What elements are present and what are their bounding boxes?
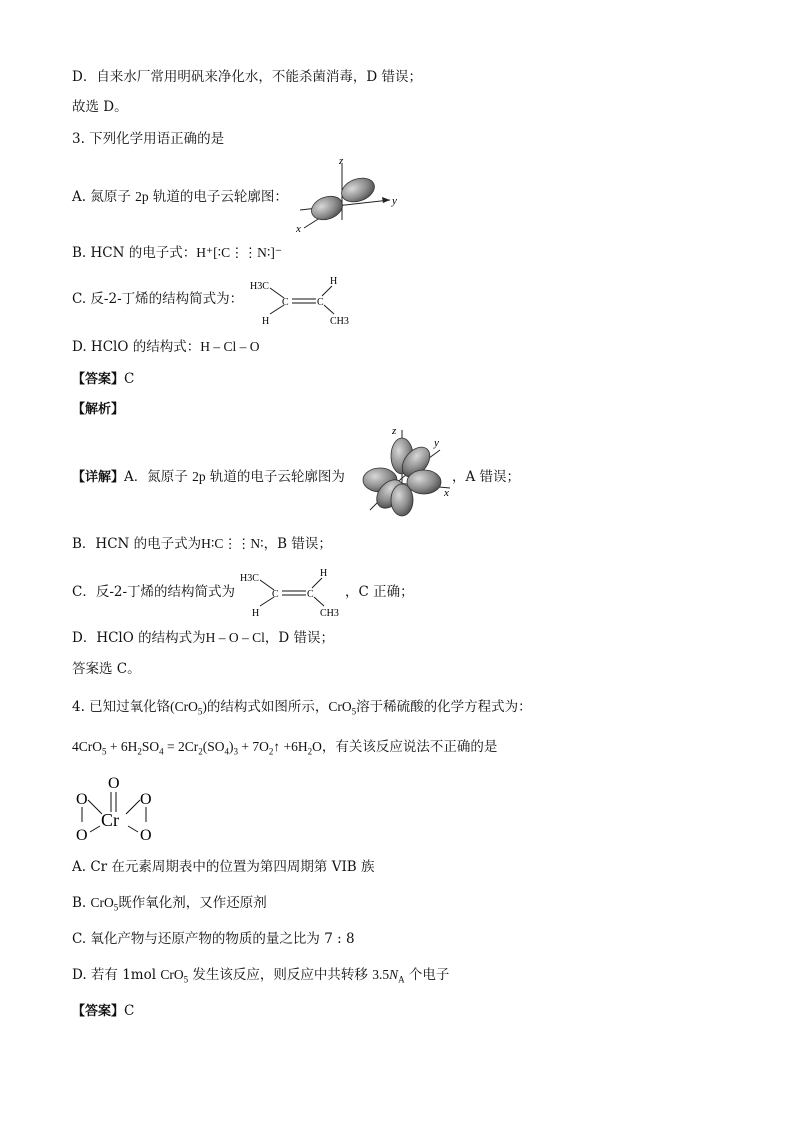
q4-answer <box>72 1002 134 1021</box>
axis-y-label: y <box>434 437 439 449</box>
q4-cro5-formula: (CrO$_5$) <box>170 699 207 717</box>
carbon-label: C <box>317 297 324 308</box>
q4-cro5-formula: CrO$_5$ <box>328 699 357 717</box>
p-orbital-lobe <box>391 484 413 516</box>
q4-option-d <box>72 966 449 989</box>
q4-option-d-text1: D. 若有 1mol <box>72 967 161 983</box>
h3c-label: H3C <box>240 573 259 584</box>
q3-option-d-prefix: D. HClO 的结构式： <box>72 339 201 355</box>
q3-option-a <box>72 188 288 206</box>
p-orbital-lobe <box>338 174 377 206</box>
q4-chemical-equation: $4CrO_5 + 6H_2SO_4 = 2Cr_2(SO_4)_3$ + $7O_2↑ +6H_2O$ <box>72 739 322 757</box>
q3-option-a-suffix: 轨道的电子云轮廓图： <box>148 189 288 205</box>
q4-option-c: C. 氧化产物与还原产物的物质的量之比为 7 : 8 <box>72 931 355 947</box>
q4-option-b-text: 既作氧化剂，又作还原剂 <box>118 895 267 911</box>
p-orbital-lobe <box>308 192 346 224</box>
axis-x-label: x <box>296 223 301 235</box>
trans-2-butene-structure-answer <box>238 566 348 620</box>
detail-a-result: ，A 错误； <box>452 469 521 485</box>
q4-stem-2: 的结构式如图所示， <box>206 699 329 715</box>
detail-a-text1: A．氮原子 <box>124 469 193 485</box>
carbon-label: C <box>307 589 314 600</box>
q4-cro5-formula: CrO$_5$ <box>160 967 189 985</box>
q3-detail-c: C．反-2-丁烯的结构简式为 <box>72 584 236 600</box>
detail-d-formula: H – O – Cl <box>205 630 265 645</box>
svg-text:H3C <box>250 281 269 292</box>
analysis-tag: 【解析】 <box>72 402 125 417</box>
q3-option-b-formula: H⁺[∶C⋮⋮N∶]⁻ <box>196 245 282 260</box>
hydrogen-label: H <box>252 608 260 619</box>
three-p-orbital-diagram <box>358 422 458 522</box>
q4-electron-count: $3.5N_A$ <box>372 967 405 985</box>
q2-conclusion: 故选 D。 <box>72 99 128 115</box>
q3-analysis-heading <box>72 400 124 419</box>
detail-c-result: ，C 正确； <box>345 584 414 600</box>
q3-option-d-formula: H – Cl – O <box>200 339 260 354</box>
answer-tag: 【答案】 <box>72 372 125 387</box>
q3-option-a-prefix: A. 氮原子 <box>72 189 136 205</box>
q3-option-d <box>72 338 259 356</box>
q3-detail-d <box>72 629 334 647</box>
q3-option-b <box>72 244 282 262</box>
q4-option-b-label: B. <box>72 895 91 911</box>
q4-stem <box>72 698 532 721</box>
q3-detail-a <box>72 468 345 487</box>
oxygen-label: O <box>140 827 152 844</box>
detail-b-after: ，B 错误； <box>263 536 332 552</box>
detail-d-text: D．HClO 的结构式为 <box>72 630 206 646</box>
cro5-structure-diagram <box>70 770 170 846</box>
hydrogen-label: H <box>262 316 270 327</box>
answer-value: C <box>124 371 135 387</box>
q3-option-c: C. 反-2-丁烯的结构简式为： <box>72 291 244 307</box>
trans-2-butene-structure <box>248 274 358 328</box>
axis-y-label: y <box>392 195 397 207</box>
hydrogen-label: H <box>330 276 338 287</box>
detail-a-orbital: 2p <box>192 469 206 484</box>
oxygen-label: O <box>108 775 120 792</box>
chromium-label: Cr <box>101 810 119 830</box>
q4-option-b <box>72 894 267 917</box>
answer-value: C <box>124 1003 135 1019</box>
detail-b-formula: H∶C⋮⋮N∶ <box>201 536 264 551</box>
p-orbital-lobe <box>407 470 441 494</box>
q4-stem-1: 4. 已知过氧化铬 <box>72 699 171 715</box>
q3-option-a-orbital: 2p <box>135 189 149 204</box>
q4-option-d-text2: 发生该反应，则反应中共转移 <box>188 967 373 983</box>
detail-d-after: ，D 错误； <box>264 630 334 646</box>
ch3-label: CH3 <box>330 316 349 327</box>
q3-answer <box>72 370 134 389</box>
answer-tag: 【答案】 <box>72 1004 125 1019</box>
h3c-label: H3C <box>250 281 269 292</box>
q4-cro5-formula: CrO$_5$ <box>90 895 119 913</box>
detail-a-text2: 轨道的电子云轮廓图为 <box>205 469 345 485</box>
q3-stem: 3. 下列化学用语正确的是 <box>72 131 225 147</box>
ch3-label: CH3 <box>320 608 339 619</box>
q3-detail-b <box>72 535 332 553</box>
q4-option-a: A. Cr 在元素周期表中的位置为第四周期第 VIB 族 <box>72 859 375 875</box>
oxygen-label: O <box>140 791 152 808</box>
q2-option-d-explanation: D．自来水厂常用明矾来净化水，不能杀菌消毒，D 错误； <box>72 69 422 85</box>
q4-equation <box>72 738 497 761</box>
detail-tag: 【详解】 <box>72 470 125 485</box>
carbon-label: C <box>272 589 279 600</box>
axis-x-label: x <box>444 487 449 499</box>
hydrogen-label: H <box>320 568 328 579</box>
axis-z-label: z <box>339 155 344 167</box>
q4-stem-3: 溶于稀硫酸的化学方程式为： <box>356 699 532 715</box>
detail-b-text: B．HCN 的电子式为 <box>72 536 202 552</box>
q4-equation-suffix: ，有关该反应说法不正确的是 <box>321 739 498 755</box>
axis-z-label: z <box>392 425 397 437</box>
carbon-label: C <box>282 297 289 308</box>
q3-final-answer: 答案选 C。 <box>72 661 141 677</box>
oxygen-label: O <box>76 827 88 844</box>
p-orbital-diagram <box>290 152 410 236</box>
oxygen-label: O <box>76 791 88 808</box>
q3-option-b-prefix: B. HCN 的电子式： <box>72 245 197 261</box>
q4-option-d-text3: 个电子 <box>404 967 450 983</box>
